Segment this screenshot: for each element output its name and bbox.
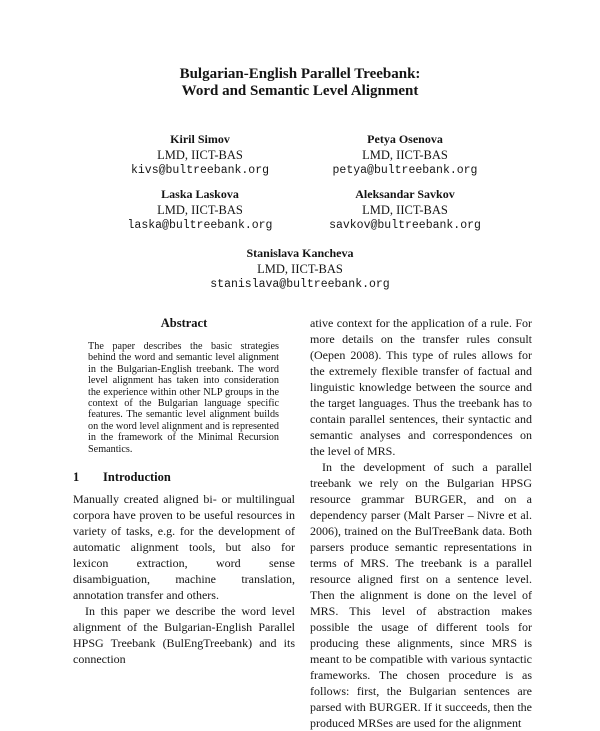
left-paragraph-2: In this paper we describe the word level alignment of the Bulgarian-English Parallel HPSG Treebank (BulEngTreebank) and its connection <box>73 604 295 666</box>
abstract-text: The paper describes the basic strategies behind the word and semantic level alignment in the Bulgarian-English treebank. The word level alignment has taken into consideration the experience within other NLP groups in the context of the Bulgarian language specific features. The semantic level alignment builds on the word level alignment and is represented in the framework of the Minimal Recursion Semantics. <box>88 341 279 455</box>
author-block-1 <box>85 131 315 179</box>
author-name: Laska Laskova <box>161 187 239 201</box>
author-affiliation: LMD, IICT-BAS <box>157 148 243 162</box>
author-name: Aleksandar Savkov <box>355 187 455 201</box>
author-name: Petya Osenova <box>367 132 443 146</box>
author-name: Stanislava Kancheva <box>246 246 354 260</box>
author-affiliation: LMD, IICT-BAS <box>362 148 448 162</box>
paper-title-line-2: Word and Semantic Level Alignment <box>181 83 419 99</box>
right-paragraph-1: ative context for the application of a rule. For more details on the transfer rules consult (Oepen 2008). This type of rules allows for the extremely flexible transfer of factual and linguistic knowledge between the source and the target languages. Thus the treebank has to contain parallel sentences, their syntactic and semantic analyses and correspondences on the level of MRS. <box>310 316 532 458</box>
section-number: 1 <box>73 470 80 484</box>
author-affiliation: LMD, IICT-BAS <box>157 203 243 217</box>
author-affiliation: LMD, IICT-BAS <box>257 262 343 276</box>
section-title: Introduction <box>103 470 171 484</box>
author-email: savkov@bultreebank.org <box>329 219 481 232</box>
author-email: laska@bultreebank.org <box>127 219 273 232</box>
right-column-text <box>310 315 532 731</box>
author-affiliation: LMD, IICT-BAS <box>362 203 448 217</box>
left-column-text <box>73 491 295 667</box>
author-block-5 <box>185 245 415 293</box>
author-name: Kiril Simov <box>170 132 230 146</box>
right-paragraph-2: In the development of such a parallel treebank we rely on the Bulgarian HPSG resource grammar BURGER, and on a dependency parser (Malt Parser – Nivre et al. 2006), trained on the BulTreeBank data. Both parsers produce semantic representations in terms of MRS. The treebank is a parallel resource aligned first on a sentence level. Then the alignment is done on the level of MRS. This level of abstraction makes possible the usage of different tools for producing these alignments, since MRS is meant to be compatible with various syntactic frameworks. The chosen procedure is as follows: first, the Bulgarian sentences are parsed with BURGER. If it succeeds, then the produced MRSes are used for the alignment <box>310 460 532 730</box>
author-email: kivs@bultreebank.org <box>130 164 270 177</box>
section-heading <box>73 470 171 485</box>
author-email: stanislava@bultreebank.org <box>210 278 390 291</box>
abstract-heading: Abstract <box>160 316 208 330</box>
author-block-3 <box>85 186 315 234</box>
author-block-2 <box>290 131 520 179</box>
left-paragraph-1: Manually created aligned bi- or multilingual corpora have proven to be useful resources in variety of tasks, e.g. for the development of automatic alignment tools, but also for lexicon extraction, word sense disambiguation, machine translation, annotation transfer and others. <box>73 492 295 602</box>
author-email: petya@bultreebank.org <box>332 164 478 177</box>
paper-title-line-1: Bulgarian-English Parallel Treebank: <box>179 66 421 82</box>
author-block-4 <box>290 186 520 234</box>
